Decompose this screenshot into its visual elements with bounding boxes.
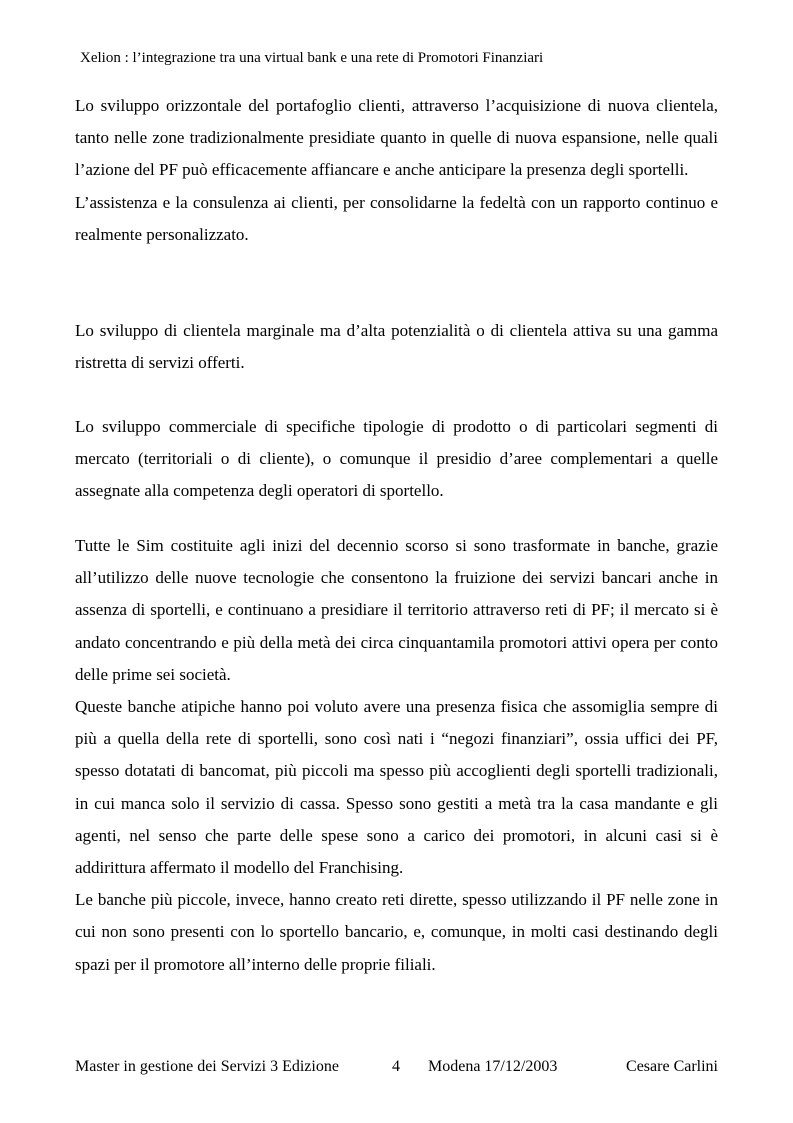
footer-course: Master in gestione dei Servizi 3 Edizione	[75, 1058, 339, 1075]
footer-page-number: 4	[392, 1058, 400, 1075]
footer-author: Cesare Carlini	[626, 1058, 718, 1075]
text-block-banks	[75, 530, 718, 981]
footer-date: Modena 17/12/2003	[428, 1058, 558, 1075]
paragraph-assistance: L’assistenza e la consulenza ai clienti, per consolidarne la fedeltà con un rapporto continuo e realmente personalizzato.	[75, 192, 718, 244]
page-header: Xelion : l’integrazione tra una virtual bank e una rete di Promotori Finanziari	[80, 50, 544, 66]
paragraph-financial-shops: Queste banche atipiche hanno poi voluto avere una presenza fisica che assomiglia sempre di più a quella della rete di sportelli, sono così nati i “negozi finanziari”, ossia uffici dei PF, spesso dotatati di bancomat, più piccoli ma spesso più accoglienti degli sportelli tradizionali, in cui manca solo il servizio di cassa. Spesso sono gestiti a metà tra la casa mandante e gli agenti, nel senso che parte delle spese sono a carico dei promotori, in alcuni casi si è addirittura affermato il modello del Franchising.	[75, 697, 718, 878]
text-block-commercial	[75, 411, 718, 508]
paragraph-commercial-development: Lo sviluppo commerciale di specifiche tipologie di prodotto o di particolari segmenti di mercato (territoriali o di cliente), o comunque il presidio d’aree complementari a quelle assegnate alla competenza degli operatori di sportello.	[75, 417, 718, 501]
text-block-marginal-clients	[75, 315, 718, 379]
paragraph-sim-banks: Tutte le Sim costituite agli inizi del decennio scorso si sono trasformate in banche, grazie all’utilizzo delle nuove tecnologie che consentono la fruizione dei servizi bancari anche in assenza di sportelli, e continuano a presidiare il territorio attraverso reti di PF; il mercato si è andato concentrando e più della metà dei circa cinquantamila promotori attivi opera per conto delle prime sei società.	[75, 536, 718, 684]
paragraph-small-banks: Le banche più piccole, invece, hanno creato reti dirette, spesso utilizzando il PF nelle zone in cui non sono presenti con lo sportello bancario, e, comunque, in molti casi destinando degli spazi per il promotore all’interno delle proprie filiali.	[75, 890, 718, 974]
paragraph-horizontal-development: Lo sviluppo orizzontale del portafoglio clienti, attraverso l’acquisizione di nuova clientela, tanto nelle zone tradizionalmente presidiate quanto in quelle di nuova espansione, nelle quali l’azione del PF può efficacemente affiancare e anche anticipare la presenza degli sportelli.	[75, 96, 718, 180]
paragraph-marginal-clients: Lo sviluppo di clientela marginale ma d’alta potenzialità o di clientela attiva su una gamma ristretta di servizi offerti.	[75, 321, 718, 373]
text-block-portfolio	[75, 90, 718, 251]
